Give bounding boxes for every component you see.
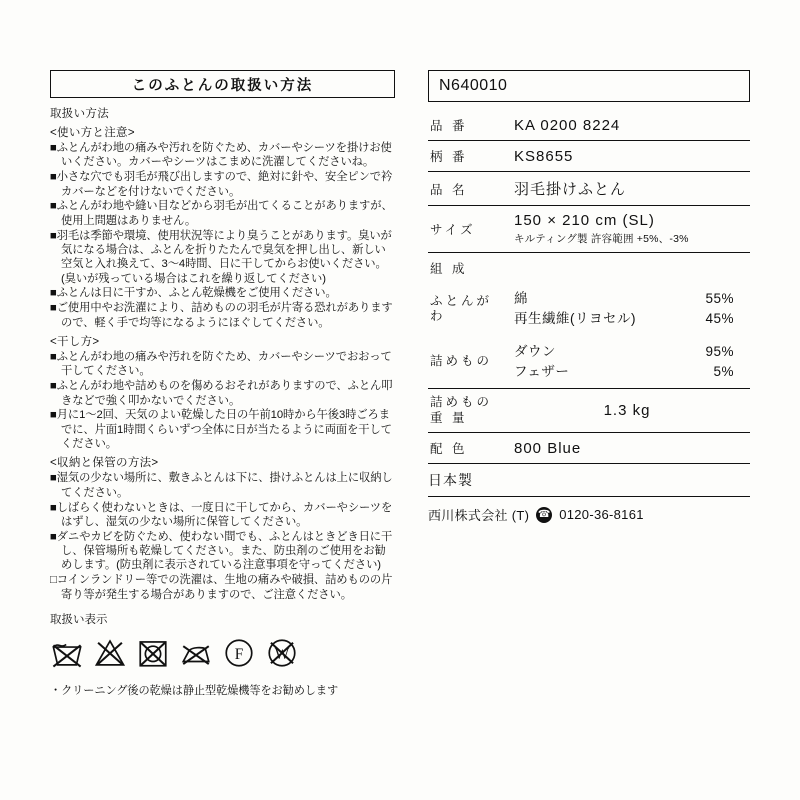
spec-table — [428, 110, 750, 497]
table-row-size — [428, 206, 750, 253]
list-item: ■小さな穴でも羽毛が飛び出しますので、絶対に針や、安全ピンで衿カバーなどを付けないでください。 — [50, 171, 393, 198]
no-wet-clean-icon — [265, 636, 299, 670]
material-percent: 95% — [705, 343, 734, 359]
usage-heading: <使い方と注意> — [50, 127, 135, 139]
weight-key-line1: 詰めもの — [430, 395, 493, 409]
table-row-fill — [428, 336, 750, 389]
shell-key: ふとんがわ — [430, 293, 493, 324]
composition-item — [504, 289, 750, 309]
color-value: 800 Blue — [504, 433, 750, 464]
material-name: ダウン — [514, 343, 556, 359]
list-item: □コインランドリー等での洗濯は、生地の痛みや破損、詰めものの片寄り等が発生する場合がありますので、ご注意ください。 — [50, 574, 393, 601]
spec-key: 品 番 — [428, 110, 504, 141]
no-iron-icon — [179, 636, 213, 670]
storage-list — [50, 471, 395, 602]
table-row-weight — [428, 389, 750, 433]
material-percent: 55% — [705, 291, 734, 306]
weight-value: 1.3 kg — [504, 389, 750, 433]
table-row — [428, 141, 750, 172]
composition-item — [504, 362, 750, 382]
table-row-color — [428, 433, 750, 464]
composition-item — [504, 309, 750, 329]
spec-key: 品 名 — [428, 172, 504, 206]
table-row-composition-head — [428, 253, 750, 284]
spec-key: 組 成 — [430, 262, 468, 276]
symbols-label: 取扱い表示 — [50, 613, 108, 626]
list-item: ■ふとんがわ地の痛みや汚れを防ぐため、カバーやシーツでおおって干してください。 — [50, 350, 392, 378]
manufacturer-footer — [428, 497, 750, 524]
care-footnote: ・クリーニング後の乾燥は静止型乾燥機等をお勧めします — [50, 684, 339, 697]
material-name: 綿 — [514, 291, 528, 306]
svg-text:W: W — [274, 645, 290, 663]
drying-heading: <干し方> — [50, 335, 100, 348]
care-title: このふとんの取扱い方法 — [50, 70, 395, 98]
storage-heading: <収納と保管の方法> — [50, 457, 159, 470]
list-item: ■羽毛は季節や環境、使用状況等により臭うことがあります。臭いが気になる場合は、ふとんを折りたたんで臭気を押し出し、新しい空気と入れ換えて、3～4時間、日に干してからお使いください。(臭いが残っている場合はこれを繰り返してください) — [50, 229, 392, 285]
care-instructions-panel — [50, 70, 395, 698]
composition-item — [504, 342, 750, 362]
material-name: フェザー — [514, 363, 570, 379]
table-row-made-in — [428, 464, 750, 497]
size-value: 150 × 210 cm (SL) — [514, 212, 655, 229]
list-item: ■湿気の少ない場所に、敷きふとんは下に、掛けふとんは上に収納してください。 — [50, 472, 393, 499]
fill-key: 詰めもの — [428, 336, 504, 389]
fill-values — [504, 336, 750, 389]
company-name: 西川株式会社 (T) — [428, 508, 530, 524]
list-item: ■ふとんは日に干すか、ふとん乾燥機をご使用ください。 — [50, 287, 337, 300]
spec-value: KA 0200 8224 — [504, 110, 750, 141]
product-spec-panel — [428, 70, 750, 524]
product-code: N640010 — [428, 70, 750, 102]
list-item: ■月に1～2回、天気のよい乾燥した日の午前10時から午後3時ごろまでに、片面1時間くらいずつ全体に日が当たるように両面を干してください。 — [50, 409, 392, 451]
no-bleach-icon — [93, 636, 127, 670]
list-item: ■ふとんがわ地や詰めものを傷めるおそれがありますので、ふとん叩きなどで強く叩かないでください。 — [50, 380, 393, 407]
list-item: ■ダニやカビを防ぐため、使わない間でも、ふとんはときどき日に干し、保管場所も乾燥してください。また、防虫剤のご使用をお勧めします。(防虫剤に表示されている注意事項を守ってください) — [50, 530, 393, 572]
size-note: キルティング製 許容範囲 +5%、-3% — [514, 233, 689, 245]
drying-list — [50, 350, 395, 451]
list-item: ■ご使用中やお洗濯により、詰めものの羽毛が片寄る恐れがありますので、軽く手で均等になるようにほぐしてください。 — [50, 302, 393, 329]
table-row — [428, 172, 750, 206]
list-item: ■しばらく使わないときは、一度日に干してから、カバーやシーツをはずし、湿気の少ない場所に保管してください。 — [50, 501, 393, 528]
care-symbols-row — [50, 633, 395, 673]
phone-number: 0120-36-8161 — [559, 507, 644, 523]
table-row — [428, 110, 750, 141]
no-machine-wash-icon — [50, 636, 84, 670]
no-tumble-dry-icon — [136, 636, 170, 670]
list-item: ■ふとんがわ地の痛みや汚れを防ぐため、カバーやシーツを掛けお使いください。カバーやシーツはこまめに洗濯してくださいね。 — [50, 142, 392, 169]
material-percent: 45% — [705, 311, 734, 327]
spec-value: 羽毛掛けふとん — [504, 172, 750, 206]
list-item: ■ふとんがわ地や縫い目などから羽毛が出てくることがありますが、使用上問題はありません。 — [50, 200, 393, 227]
usage-list — [50, 141, 395, 330]
table-row-shell — [428, 283, 750, 336]
phone-icon: ☎ — [536, 507, 552, 523]
material-percent: 5% — [713, 363, 734, 379]
spec-value: KS8655 — [504, 141, 750, 172]
weight-key-line2: 重 量 — [430, 410, 468, 425]
care-section-label: 取扱い方法 — [50, 108, 109, 120]
svg-text:F: F — [234, 645, 244, 663]
spec-key: サイズ — [428, 206, 504, 253]
made-in-value: 日本製 — [428, 464, 750, 497]
spec-key: 柄 番 — [428, 141, 504, 172]
dry-clean-f-icon — [222, 636, 256, 670]
shell-values — [504, 283, 750, 336]
material-name: 再生繊維(リヨセル) — [514, 311, 636, 327]
color-key: 配 色 — [428, 433, 504, 464]
